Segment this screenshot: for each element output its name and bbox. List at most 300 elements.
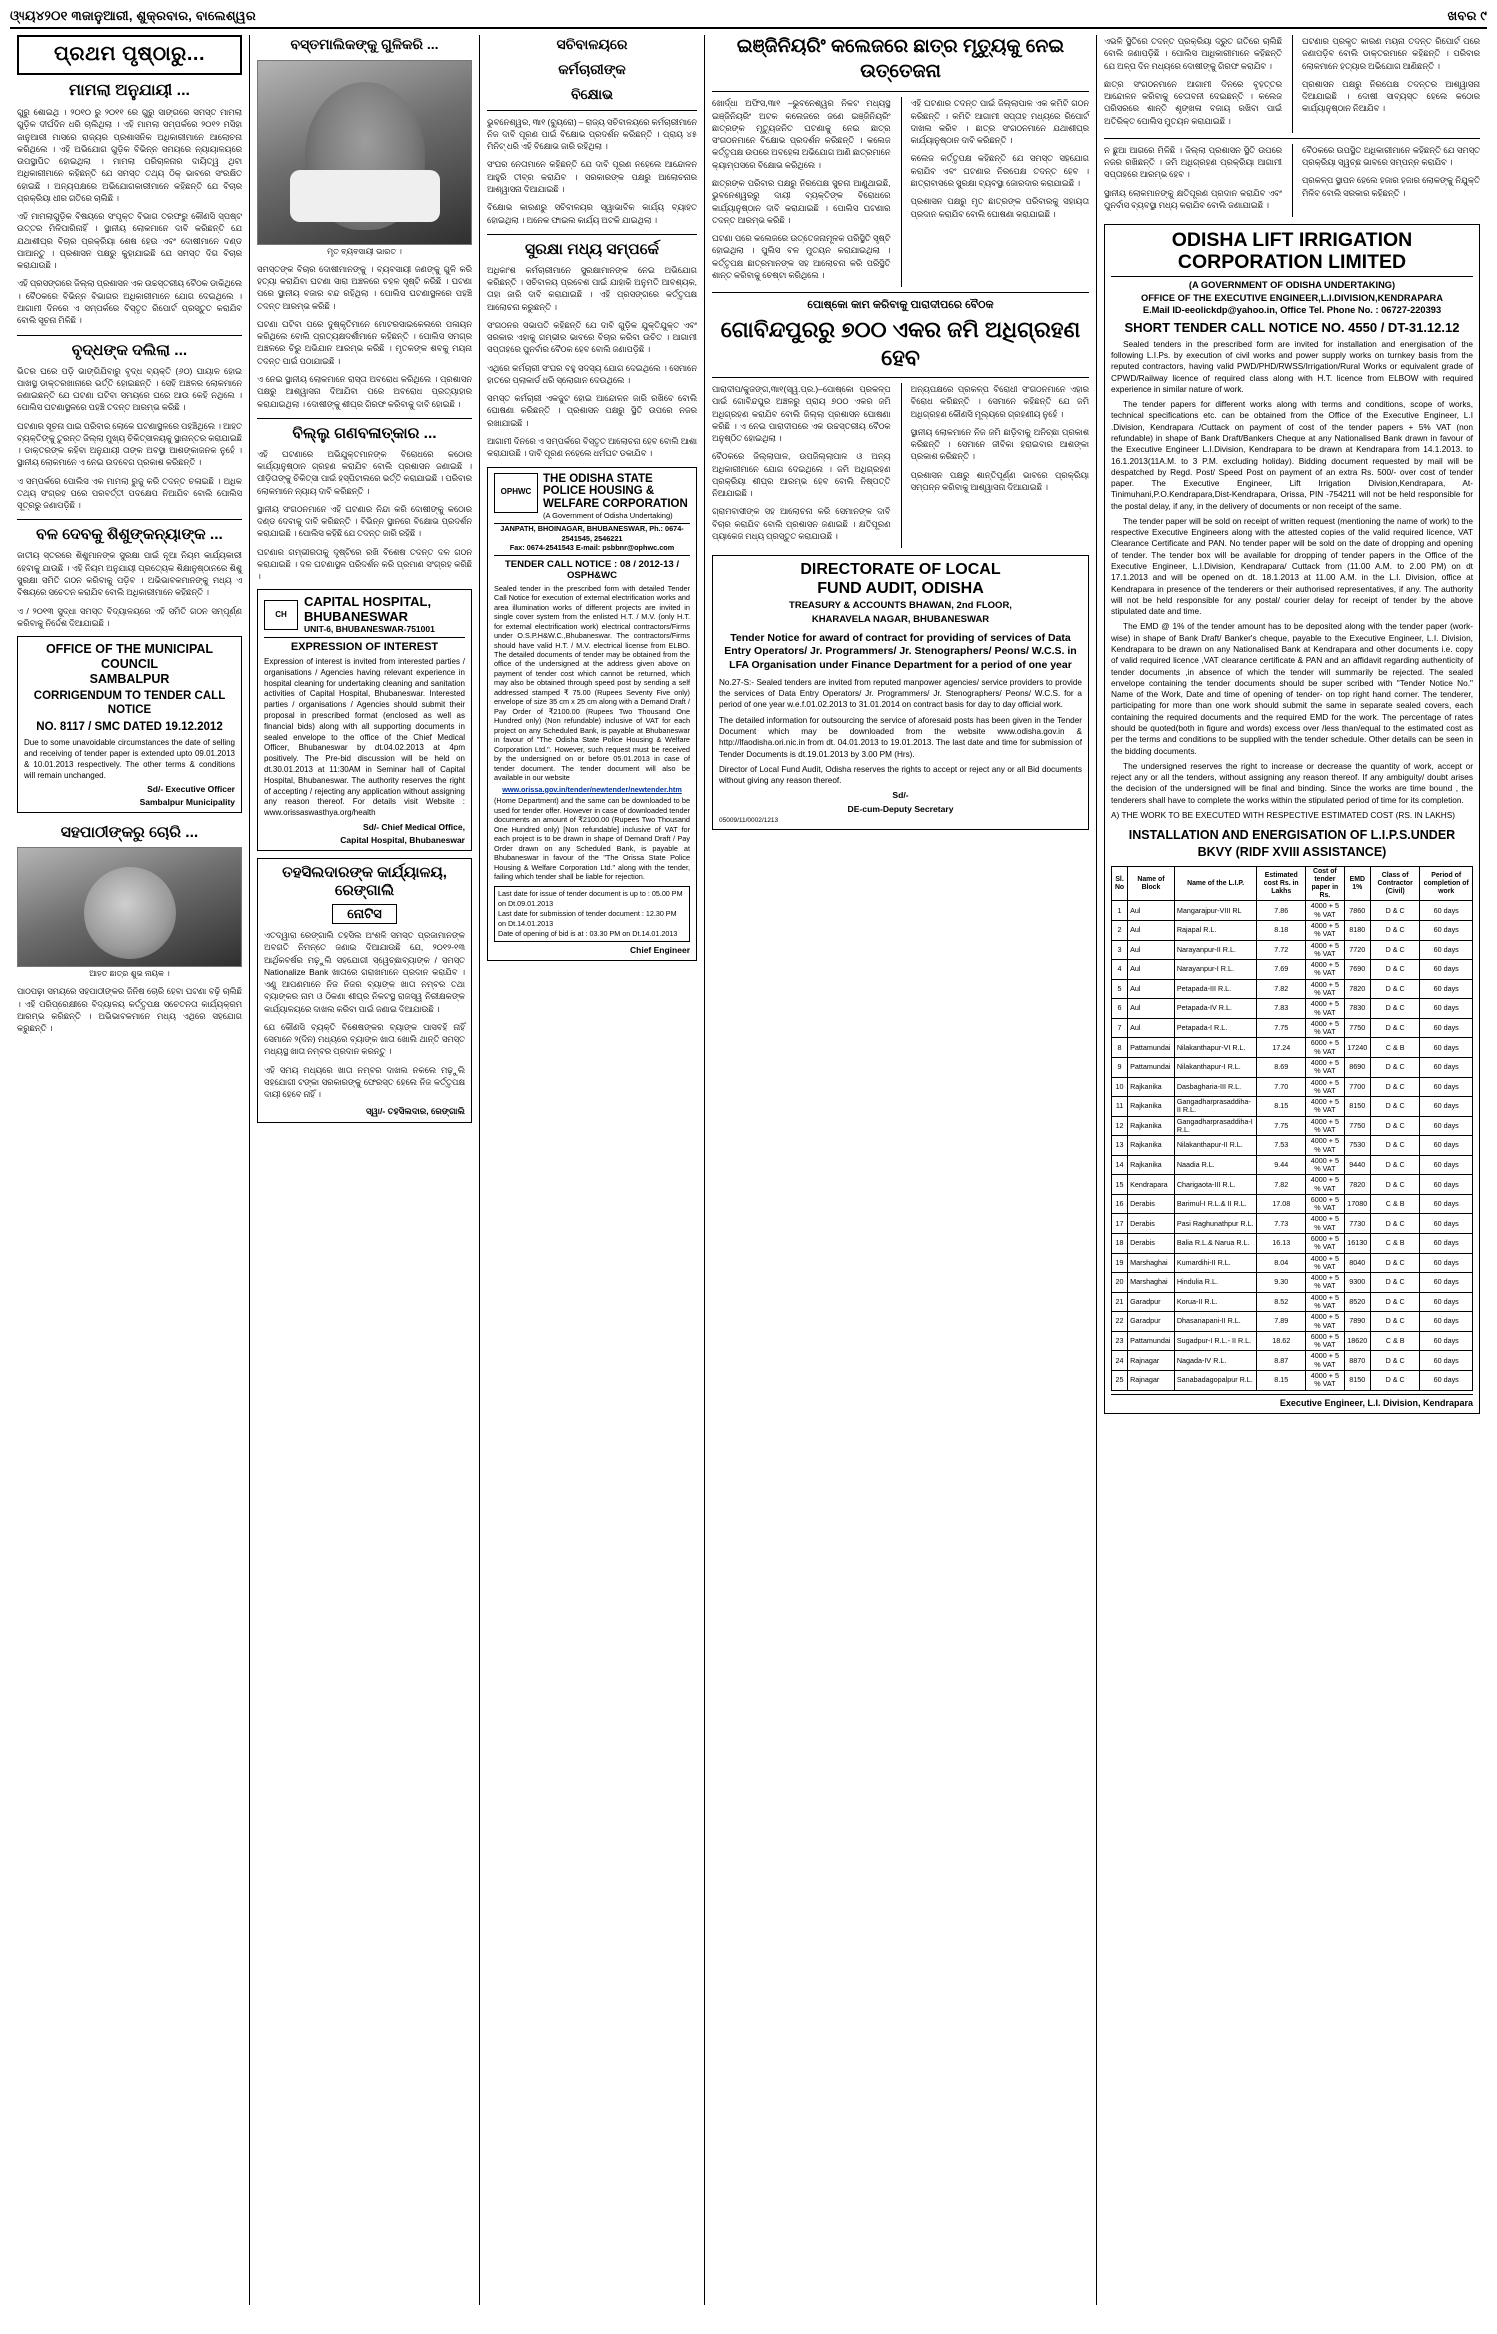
table-cell: 60 days	[1420, 1253, 1473, 1273]
table-cell: 60 days	[1420, 1292, 1473, 1312]
municipal-ad-sub-2: NO. 8117 / SMC DATED 19.12.2012	[36, 720, 223, 733]
ophwc-fax: Fax: 0674-2541543 E-mail: psbbnr@ophwc.com	[509, 543, 675, 553]
table-cell: 60 days	[1420, 1136, 1473, 1156]
col4-story2-headline: ଗୋବିନ୍ଦପୁରରୁ ୭୦୦ ଏକର ଜମି ଅଧିଗ୍ରହଣ ହେବ	[720, 317, 1081, 370]
table-cell: 7720	[1344, 940, 1370, 960]
col5-para-4: ପ୍ରଶାସନ ପକ୍ଷରୁ ନିରପେକ୍ଷ ତଦନ୍ତର ଆଶ୍ୱାସନା ଦିଆଯାଇଛି । ଦୋଷୀ ସାବ୍ୟସ୍ତ ହେଲେ କଠୋର କାର୍ଯ୍ୟାନୁଷ୍ଠାନ ନିଆଯିବ ।	[1302, 78, 1480, 114]
table-cell: Naadia R.L.	[1174, 1155, 1256, 1175]
table-cell: Kumardihi-II R.L.	[1174, 1253, 1256, 1273]
column-5	[1097, 35, 1482, 2305]
column-2	[250, 35, 480, 2305]
story1-para-3: ଏହି ପ୍ରସଙ୍ଗରେ ଜିଲ୍ଲା ପ୍ରଶାସନ ଏକ ଉଚ୍ଚସ୍ତରୀୟ ବୈଠକ ଡାକିଥିଲେ । ବୈଠକରେ ବିଭିନ୍ନ ବିଭାଗର ଅଧିକାରୀମାନେ ଯୋଗ ଦେଇଥିଲେ । ଆଗାମୀ ଦିନରେ ଏ ସମ୍ପର୍କରେ ବିସ୍ତୃତ ରିପୋର୍ଟ ପ୍ରସ୍ତୁତ କରାଯିବ ବୋଲି ସୂଚନା ମିଳିଛି ।	[17, 278, 242, 326]
table-row	[1112, 1370, 1473, 1390]
table-cell: 13	[1112, 1136, 1128, 1156]
table-cell: 7530	[1344, 1136, 1370, 1156]
col3-story2-para-1: ଅଧିକାଂଶ କର୍ମଚାରୀମାନେ ସୁରକ୍ଷାମାନଙ୍କ ନେଇ ଅଭିଯୋଗ କରିଛନ୍ତି । ସଚିବାଳୟ ପ୍ରବେଶ ପାଇଁ ଯାହାକି ଅନୁମତି ଆବଶ୍ୟକ, ତାହା ଜାରି ଦାବି କରାଯାଇଛି । ଏହି ପ୍ରସଙ୍ଗରେ କର୍ତ୍ତୃପକ୍ଷ ଆଲୋଚନା କରୁଛନ୍ତି ।	[487, 264, 697, 312]
olic-table-title-1: INSTALLATION AND ENERGISATION OF L.I.P.S.UNDER	[1128, 828, 1456, 843]
table-cell: D & C	[1370, 999, 1419, 1019]
municipal-ad-sign-1: Sd/- Executive Officer	[147, 784, 235, 795]
ophwc-title-3: WELFARE CORPORATION	[543, 498, 688, 511]
table-cell: 3	[1112, 940, 1128, 960]
table-cell: 60 days	[1420, 1116, 1473, 1136]
olic-lips-table	[1111, 866, 1473, 1391]
col4-story2-kicker: ପୋଷ୍କୋ କାମ କରିବାକୁ ପାରାଦୀପରେ ବୈଠକ	[807, 299, 994, 312]
hospital-ad-sign-1: Sd/- Chief Medical Office,	[362, 822, 465, 833]
table-cell: 7750	[1344, 1116, 1370, 1136]
table-row	[1112, 979, 1473, 999]
table-row	[1112, 1018, 1473, 1038]
olic-title: ODISHA LIFT IRRIGATION CORPORATION LIMITED	[1111, 230, 1473, 277]
table-cell: 60 days	[1420, 999, 1473, 1019]
table-cell: D & C	[1370, 921, 1419, 941]
col4-para-2: ଛାତ୍ରଙ୍କ ପରିବାର ପକ୍ଷରୁ ନିରପେକ୍ଷ ସୁଚନା ଆଣୁଥାଇଛି, ଭୁବନେଶ୍ୱରରୁ ଦାୟୀ ବ୍ୟକ୍ତିଙ୍କ ବିରୋଧରେ କାର୍ଯ୍ୟାନୁଷ୍ଠାନ ଦାବି କରାଯାଇଛି । ପୋଲିସ ଘଟଣାର ତଦନ୍ତ ଆରମ୍ଭ କରିଛି ।	[712, 177, 891, 225]
table-cell: 4000 + 5 % VAT	[1306, 960, 1344, 980]
ophwc-dates-box	[494, 886, 690, 942]
olic-table-title-2: BKVY (RIDF XVIII ASSISTANCE)	[1197, 845, 1387, 860]
table-cell: 2	[1112, 921, 1128, 941]
table-cell: 7890	[1344, 1312, 1370, 1332]
ophwc-title-1: THE ODISHA STATE	[543, 472, 653, 485]
table-cell: 18620	[1344, 1331, 1370, 1351]
table-cell: 17080	[1344, 1194, 1370, 1214]
table-cell: Aul	[1128, 940, 1175, 960]
story4-headline: ସହପାଠୀଙ୍କରୁ ଚୋରି ...	[60, 824, 199, 842]
municipal-council-ad	[17, 636, 242, 813]
col5-para-3: ଘଟଣାର ପ୍ରକୃତ କାରଣ ମୟନା ତଦନ୍ତ ରିପୋର୍ଟ ପରେ ଜଣାପଡ଼ିବ ବୋଲି ଡାକ୍ତରମାନେ କହିଛନ୍ତି । ପରିବାର ଲୋକମାନେ ହତ୍ୟାର ଅଭିଯୋଗ ଆଣିଛନ୍ତି ।	[1302, 36, 1480, 71]
table-cell: 6000 + 5 % VAT	[1306, 1194, 1344, 1214]
column-4	[705, 35, 1097, 2305]
col4-para-1: ଖୋର୍ଦ୍ଧା ଅଫିସ,୩ା୧ –ଭୁବନେଶ୍ୱର ନିକଟ ମଧ୍ୟସ୍ଥ ଇଞ୍ଜିନିୟରିଂ ଅଟକ କଲେଜରେ ଜଣେ ଇଞ୍ଜିନିୟରିଂ ଛାତ୍ରଙ୍କ ମୃତ୍ୟୁଜନିତ ଘଟଣାକୁ ନେଇ ଛାତ୍ର ସଂଗଠନମାନେ ବିକ୍ଷୋଭ ପ୍ରଦର୍ଶନ କରିଛନ୍ତି । କଲେଜ କର୍ତ୍ତୃପକ୍ଷ ଉପରେ ଅବହେଳା ଅଭିଯୋଗ ଆଣି ଛାତ୍ରମାନେ କ୍ୟାମ୍ପସରେ ବିକ୍ଷୋଭ କରିଥିଲେ ।	[712, 98, 891, 170]
col2-story2-headline: ବିଲ୍ଲୁ ଗଣବଳାତ୍କାର ...	[257, 418, 472, 443]
dla-body-3: Director of Local Fund Audit, Odisha reserves the rights to accept or reject any or all Bid documents without giving any reason thereof.	[719, 764, 1082, 786]
photo-subject	[84, 867, 176, 959]
table-cell: 7830	[1344, 999, 1370, 1019]
table-row	[1112, 1155, 1473, 1175]
table-cell: Nilakanthapur-VI R.L.	[1174, 1038, 1256, 1058]
ophwc-date-submission: Last date for submission of tender document : 12.30 PM on Dt.14.01.2013	[498, 908, 677, 928]
table-cell: 7700	[1344, 1077, 1370, 1097]
column-3	[480, 35, 705, 2305]
table-row	[1112, 1194, 1473, 1214]
table-cell: Dhasanapani-II R.L.	[1174, 1312, 1256, 1332]
tahsildar-office-title: ତହସିଲଦାରଙ୍କ କାର୍ଯ୍ୟାଳୟ, ରେଙ୍ଗାଲି	[282, 864, 447, 900]
table-cell: 6000 + 5 % VAT	[1306, 1331, 1344, 1351]
table-cell: Narayanpur-I R.L.	[1174, 960, 1256, 980]
ophwc-header	[494, 473, 690, 525]
table-cell: Sanabadagopalpur R.L.	[1174, 1370, 1256, 1390]
col2-para-2: ଘଟଣା ଘଟିବା ପରେ ଦୁଷ୍କୃତିମାନେ ମୋଟରସାଇକେଲରେ ପଳାୟନ କରିଥିଲେ ବୋଲି ପ୍ରତ୍ୟକ୍ଷଦର୍ଶୀମାନେ କହିଛନ୍ତି । ପୋଲିସ ସମଗ୍ର ଅଞ୍ଚଳରେ ଚିରୁ ଅଭିଯାନ ଆରମ୍ଭ କରିଛି । ମୃତକଙ୍କ ଶବକୁ ମୟନା ତଦନ୍ତ ପାଇଁ ପଠାଯାଇଛି ।	[257, 318, 472, 366]
story2-para-2: ଘଟଣାର ସୂଚନା ପାଇ ପରିବାର ଲୋକେ ଘଟଣାସ୍ଥଳରେ ପହଞ୍ଚିଥିଲେ । ଆହତ ବ୍ୟକ୍ତିଙ୍କୁ ତୁରନ୍ତ ଜିଲ୍ଲା ମୁଖ୍ୟ ଚିକିତ୍ସାଳୟକୁ ସ୍ଥାନାନ୍ତର କରାଯାଇଛି । ଡାକ୍ତରଙ୍କ କହିବା ଅନୁଯାୟୀ ତାଙ୍କ ଅବସ୍ଥା ଆଶଙ୍କାଜନକ ନୁହେଁ । ସ୍ଥାନୀୟ ଲୋକମାନେ ଏ ନେଇ ଉଦବେଗ ପ୍ରକାଶ କରିଛନ୍ତି ।	[17, 420, 242, 468]
table-cell: 7820	[1344, 1175, 1370, 1195]
table-cell: D & C	[1370, 1273, 1419, 1293]
table-cell: 60 days	[1420, 1057, 1473, 1077]
col2-photo-caption: ମୃତ ବ୍ୟବସାୟୀ ଭାରତ ।	[327, 246, 402, 256]
table-cell: 4000 + 5 % VAT	[1306, 901, 1344, 921]
story1-subhead: ମାମଲା ଅନୁଯାୟୀ ...	[69, 82, 190, 99]
table-cell: 16	[1112, 1194, 1128, 1214]
table-cell: D & C	[1370, 979, 1419, 999]
table-cell: 60 days	[1420, 1312, 1473, 1332]
table-row	[1112, 1331, 1473, 1351]
col3-para-2: ସଂଘର ନେତାମାନେ କହିଛନ୍ତି ଯେ ଦାବି ପୂରଣ ନହେଲେ ଆନ୍ଦୋଳନ ଆହୁରି ତୀବ୍ର କରାଯିବ । ସରକାରଙ୍କ ପକ୍ଷରୁ ଆଲୋଚନାର ଆଶ୍ୱାସନା ଦିଆଯାଇଛି ।	[487, 159, 697, 194]
dla-ad-code: 05009/11/0002/1213	[719, 817, 779, 825]
tahsildar-sign: ସ୍ୱା/- ତହସିଲଦାର, ରେଙ୍ଗାଲି	[365, 1106, 465, 1117]
table-cell: Nilakanthapur-I R.L.	[1174, 1057, 1256, 1077]
tahsildar-body-2: ଯେ କୌଣସି ବ୍ୟକ୍ତି ବିଶେଷଙ୍କର ବ୍ୟାଙ୍କ ପାସବହି ନାହିଁ ସେମାନେ ୨(ଦିନ) ମଧ୍ୟରେ ବ୍ୟାଙ୍କ ଖାତା ଖୋଲି ଥାନ୍ତି ସମସ୍ତ ମଧ୍ୟସ୍ଥ ଖାତା ନମ୍ବର ପ୍ରଦାନ କରନ୍ତୁ ।	[264, 1021, 465, 1057]
col5-s2-para-4: ପ୍ରକଳ୍ପ ସ୍ଥାପନ ହେଲେ ହଜାର ହଜାର ଲୋକଙ୍କୁ ନିଯୁକ୍ତି ମିଳିବ ବୋଲି ସରକାର କହିଛନ୍ତି ।	[1302, 175, 1480, 198]
table-cell: 60 days	[1420, 1351, 1473, 1371]
story4-photo-caption: ଆହତ ଛାତ୍ର ଶୁଭ ନାୟକ ।	[89, 969, 170, 979]
story2-para-1: ଭିତର ଘରେ ପଡ଼ି ଭାଙ୍ଗିଯିବାରୁ ବୃଦ୍ଧ ବ୍ୟକ୍ତି (୬୦) ଘାୟାଳ ହୋଇ ପାଖସ୍ଥ ଡାକ୍ତରଖାନାରେ ଭର୍ତ୍ତି ହୋଇଛନ୍ତି । ସେହି ଅଞ୍ଚଳର ଲୋକମାନେ ଜଣାଇଛନ୍ତି ଯେ ଘଟଣା ଘଟିବା ସମୟରେ ଘରେ ଆଉ କେହି ନଥିଲେ । ପୋଲିସ ଘଟଣାସ୍ଥଳରେ ପହଞ୍ଚି ତଦନ୍ତ ଆରମ୍ଭ କରିଛି ।	[17, 365, 242, 413]
municipal-ad-sub-1: CORRIGENDUM TO TENDER CALL NOTICE	[33, 690, 226, 717]
table-cell: 4000 + 5 % VAT	[1306, 1057, 1344, 1077]
table-cell: D & C	[1370, 1097, 1419, 1117]
table-cell: 60 days	[1420, 921, 1473, 941]
table-cell: Rajapal R.L.	[1174, 921, 1256, 941]
table-cell: C & B	[1370, 1194, 1419, 1214]
table-cell: Charigaota-III R.L.	[1174, 1175, 1256, 1195]
table-cell: 10	[1112, 1077, 1128, 1097]
col4-s2-para-2: ବୈଠକରେ ଜିଲ୍ଲାପାଳ, ଉପଜିଲ୍ଲାପାଳ ଓ ଅନ୍ୟ ଅଧିକାରୀମାନେ ଯୋଗ ଦେଇଥିଲେ । ଜମି ଅଧିଗ୍ରହଣ ପ୍ରକ୍ରିୟା ଶୀଘ୍ର ଆରମ୍ଭ ହେବ ବୋଲି ନିଷ୍ପତ୍ତି ନିଆଯାଇଛି ।	[712, 451, 891, 499]
table-cell: 60 days	[1420, 1175, 1473, 1195]
table-cell: 8180	[1344, 921, 1370, 941]
story4-photo	[17, 847, 242, 967]
table-cell: Aul	[1128, 999, 1175, 1019]
story1-para-2: ଏହି ମାମଲାଗୁଡ଼ିକ ବିଷୟରେ ସଂପୃକ୍ତ ବିଭାଗ ତରଫରୁ କୌଣସି ସ୍ପଷ୍ଟ ଉତ୍ତର ମିଳିପାରିନାହିଁ । ସ୍ଥାନୀୟ ଲୋକମାନେ ଦାବି କରିଛନ୍ତି ଯେ ଯଥାଶୀଘ୍ର ବିଚାର ପ୍ରକ୍ରିୟା ଶେଷ ହେଉ ଏବଂ ଦୋଷୀମାନେ ଦଣ୍ଡ ପାଆନ୍ତୁ । ପ୍ରଶାସନ ପକ୍ଷରୁ କୁହାଯାଇଛି ଯେ ସମସ୍ତ ଦିଗ ବିଚାର କରାଯାଉଛି ।	[17, 211, 242, 271]
ophwc-title-4: (A Government of Odisha Undertaking)	[543, 511, 673, 521]
divider	[712, 292, 1089, 293]
col2-story2-para-2: ସ୍ଥାନୀୟ ସଂଗଠନମାନେ ଏହି ଘଟଣାର ନିନ୍ଦା କରି ଦୋଷୀଙ୍କୁ କଠୋର ଦଣ୍ଡ ଦେବାକୁ ଦାବି କରିଛନ୍ତି । ବିଭିନ୍ନ ସ୍ଥାନରେ ବିକ୍ଷୋଭ ପ୍ରଦର୍ଶନ କରାଯାଇଛି । ପୋଲିସ କହିଛି ଯେ ତଦନ୍ତ ଜାରି ରହିଛି ।	[257, 503, 472, 539]
divider	[487, 110, 697, 111]
table-cell: 60 days	[1420, 979, 1473, 999]
table-cell: 8870	[1344, 1351, 1370, 1371]
table-cell: 4000 + 5 % VAT	[1306, 979, 1344, 999]
olic-para-3: The tender paper will be sold on receipt of written request (mentioning the name of work) to the respective Executive Engineers along with the attested copies of the valid required licence, VAT Clearance Certificate and PAN. No tender paper will be sold on the date of dropping and opening of tender. The tender box will be available for dropping of tender papers in the Office of the Executive Engineer, L.I.Division, Kendrapara/ Cuttack from (11.00 A.M. to 2.00 PM) on dt 17.1.2013 and will be opened on dt. 18.1.2013 at 11.00 A.M. in the L.I. Division, office at Kendrapara in presence of the tenderers or their authorised representatives, if any. The authority will not be held responsible for any postal/ courier delay for receipt of tender by the above stipulated date and time.	[1111, 515, 1473, 617]
table-cell: Sugadpur-I R.L.- II R.L.	[1174, 1331, 1256, 1351]
col2-para-1: ସମସ୍ତଙ୍କ ବିଚାର ଦୋଷୀମାନଙ୍କୁ । ବ୍ୟବସାୟୀ ଜଣଙ୍କୁ ଗୁଳି କରି ହତ୍ୟା କରାଯିବା ଘଟଣା ସାରା ଅଞ୍ଚଳରେ ଚହଳ ସୃଷ୍ଟି କରିଛି । ଘଟଣା ପରେ ସ୍ଥାନୀୟ ବଜାର ବନ୍ଦ ରହିଥିଲା । ପୋଲିସ ଘଟଣାସ୍ଥଳରେ ପହଞ୍ଚି ତଦନ୍ତ ଆରମ୍ଭ କରିଛି ।	[257, 263, 472, 311]
hospital-logo-icon: CH	[264, 600, 298, 630]
table-row	[1112, 960, 1473, 980]
table-row	[1112, 1253, 1473, 1273]
column-1	[10, 35, 250, 2305]
municipal-ad-title-2: SAMBALPUR	[89, 672, 170, 687]
table-cell: 60 days	[1420, 1097, 1473, 1117]
col3-story2-para-4: ସମସ୍ତ କର୍ମଚାରୀ ଏକଜୁଟ ହୋଇ ଆନ୍ଦୋଳନ ଜାରି ରଖିବେ ବୋଲି ଘୋଷଣା କରିଛନ୍ତି । ପ୍ରଶାସନ ପକ୍ଷରୁ ସ୍ଥିତି ଉପରେ ନଜର ରଖାଯାଇଛି ।	[487, 393, 697, 428]
table-cell: 60 days	[1420, 960, 1473, 980]
table-cell: Pattamundai	[1128, 1038, 1175, 1058]
col3-para-3: ବିକ୍ଷୋଭ କାରଣରୁ ସଚିବାଳୟର ସ୍ୱାଭାବିକ କାର୍ଯ୍ୟ ବ୍ୟାହତ ହୋଇଥିଲା । ଅନେକ ଫାଇଲ କାର୍ଯ୍ୟ ଅଟକି ଯାଇଥିଲା ।	[487, 202, 697, 225]
table-cell: Rajnagar	[1128, 1370, 1175, 1390]
table-cell: Balia R.L.& Narua R.L.	[1174, 1234, 1256, 1254]
table-row	[1112, 1273, 1473, 1293]
table-cell: D & C	[1370, 1292, 1419, 1312]
table-header-row	[1112, 866, 1473, 901]
table-cell: 7.53	[1257, 1136, 1306, 1156]
ophwc-tender-ad	[487, 467, 697, 961]
table-cell: 6	[1112, 999, 1128, 1019]
hospital-unit: UNIT-6, BHUBANESWAR-751001	[304, 624, 435, 635]
ophwc-title-2: POLICE HOUSING &	[543, 485, 655, 498]
table-cell: 8150	[1344, 1097, 1370, 1117]
table-cell: Narayanpur-II R.L.	[1174, 940, 1256, 960]
table-cell: D & C	[1370, 901, 1419, 921]
table-cell: 21	[1112, 1292, 1128, 1312]
table-row	[1112, 1292, 1473, 1312]
table-cell: Pattamundai	[1128, 1057, 1175, 1077]
table-cell: 4000 + 5 % VAT	[1306, 1097, 1344, 1117]
story2-para-3: ଏ ସମ୍ପର୍କରେ ପୋଲିସ ଏକ ମାମଲା ରୁଜୁ କରି ତଦନ୍ତ ଚଳାଇଛି । ଅଧିକ ତଥ୍ୟ ସଂଗ୍ରହ ପରେ ପରବର୍ତ୍ତୀ ପଦକ୍ଷେପ ନିଆଯିବ ବୋଲି ପୋଲିସ ସୂତ୍ରରୁ ଜଣାପଡ଼ିଛି ।	[17, 475, 242, 511]
dla-sign-1: Sd/-	[892, 790, 909, 801]
dla-sign-2: DE-cum-Deputy Secretary	[847, 804, 954, 815]
table-cell: 7.82	[1257, 979, 1306, 999]
col3-para-1: ଭୁବନେଶ୍ୱର, ୩ା୧ (ବ୍ୟୁରୋ) – ରାଜ୍ୟ ସଚିବାଳୟରେ କର୍ମଚାରୀମାନେ ନିଜ ଦାବି ପୂରଣ ପାଇଁ ବିକ୍ଷୋଭ ପ୍ରଦର୍ଶନ କରିଛନ୍ତି । ପ୍ରାୟ ୪୫ ମିନିଟ୍ ଧରି ଏହି ବିକ୍ଷୋଭ ଜାରି ରହିଥିଲା ।	[487, 116, 697, 152]
table-cell: 7750	[1344, 1018, 1370, 1038]
table-cell: 4000 + 5 % VAT	[1306, 1155, 1344, 1175]
story2-headline: ବୃଦ୍ଧଙ୍କ ଦଲିଲା ...	[17, 335, 242, 360]
story1-para-1: ଗୁରୁ ଶୋଇଥି । ୨୦୧୦ ରୁ ୨୦୧୧ ରେ ଗୁରୁ ସାଙ୍ଗରେ ସମସ୍ତ ମାମଲା ଗୁଡ଼ିକ ଦୀର୍ଘଦିନ ଧରି ଚାଲିଥିଲା । ଏହି ମାମଲା ସମ୍ପର୍କରେ ୨୦୧୨ ମସିହା ଜାନୁଆରୀ ମାସରେ ରାଜ୍ୟର ପ୍ରଶାସନିକ ଅଧିକାରୀମାନେ ଆଲୋଚନା କରିଥିଲେ । ଏହି ଅଭିଯୋଗ ଗୁଡ଼ିକ ବିଭିନ୍ନ ସମୟରେ ନ୍ୟାୟାଳୟରେ ଉପସ୍ଥାପିତ ହୋଇଥିଲା । ମାମଲା ପରିଚାଳନାର ଦାୟିତ୍ୱ ଥିବା ଅଧିକାରୀମାନେ କହିଛନ୍ତି ଯେ ସମସ୍ତ ତଥ୍ୟ ଠିକ୍ ଭାବରେ ସଂରକ୍ଷିତ ହୋଇଛି । ଅନ୍ୟପକ୍ଷରେ ଅଭିଯୋଗକାରୀମାନେ କହିଛନ୍ତି ଯେ ବିଚାର ପ୍ରକ୍ରିୟା ଧୀର ଗତିରେ ଚାଲିଛି ।	[17, 107, 242, 203]
table-cell: 11	[1112, 1097, 1128, 1117]
hospital-ad-title: EXPRESSION OF INTEREST	[290, 641, 439, 654]
col2-photo	[257, 60, 472, 245]
table-cell: 4000 + 5 % VAT	[1306, 1273, 1344, 1293]
dla-notice-heading: Tender Notice for award of contract for providing of services of Data Entry Operators/ Jr. Programmers/ Jr. Stenographers/ Peons/ W.C.S. in LFA Organisation under Finance Department for a period of one year	[724, 631, 1077, 672]
table-cell: 60 days	[1420, 1273, 1473, 1293]
col3-headline-3: ବିକ୍ଷୋଭ	[570, 85, 614, 102]
col5-para-1: ଏଭଳି ସ୍ଥିତିରେ ତଦନ୍ତ ପ୍ରକ୍ରିୟା ଦ୍ରୁତ ଗତିରେ ଚାଲିଛି ବୋଲି ଜଣାପଡ଼ିଛି । ପୋଲିସ ଆଧିକାରୀମାନେ କହିଛନ୍ତି ଯେ ଅଳ୍ପ ଦିନ ମଧ୍ୟରେ ଦୋଷୀଙ୍କୁ ଗିରଫ କରାଯିବ ।	[1104, 36, 1282, 71]
tahsildar-notice-ad	[257, 858, 472, 1123]
col4-para-6: ପ୍ରଶାସନ ପକ୍ଷରୁ ମୃତ ଛାତ୍ରଙ୍କ ପରିବାରକୁ ସହାୟତା ପ୍ରଦାନ କରାଯିବ ବୋଲି ଘୋଷଣା କରାଯାଇଛି ।	[910, 196, 1089, 219]
table-cell: 24	[1112, 1351, 1128, 1371]
table-cell: 9440	[1344, 1155, 1370, 1175]
table-cell: Kendrapara	[1128, 1175, 1175, 1195]
table-cell: D & C	[1370, 1136, 1419, 1156]
table-cell: Garadpur	[1128, 1292, 1175, 1312]
masthead-page-number: ଖବର ୯	[1447, 8, 1487, 23]
table-cell: 6000 + 5 % VAT	[1306, 1234, 1344, 1254]
col4-para-4: ଏହି ଘଟଣାର ତଦନ୍ତ ପାଇଁ ଜିଲ୍ଲାପାଳ ଏକ କମିଟି ଗଠନ କରିଛନ୍ତି । କମିଟି ଆଗାମୀ ସପ୍ତାହ ମଧ୍ୟରେ ରିପୋର୍ଟ ଦାଖଲ କରିବ । ଛାତ୍ର ସଂଗଠନମାନେ ଯଥାଶୀଘ୍ର କାର୍ଯ୍ୟାନୁଷ୍ଠାନ ଦାବି କରିଛନ୍ତି ।	[910, 98, 1089, 146]
table-row	[1112, 901, 1473, 921]
ophwc-tender-notice-no: TENDER CALL NOTICE : 08 / 2012-13 / OSPH&WC	[504, 558, 680, 581]
table-cell: 7.89	[1257, 1312, 1306, 1332]
table-cell: Aul	[1128, 901, 1175, 921]
municipal-ad-sign-2: Sambalpur Municipality	[139, 797, 235, 808]
hospital-ad-body: Expression of interest is invited from interested parties / organisations / Agencies having relevant experience in hospital cleaning for undertaking cleaning and sanitation activities of Capital Hospital, Bhubaneswar. Interested parties / organisations / Agencies should submit their proposal in prescribed format (enclosed as well as financial bids) along with all supporting documents in sealed envelope to the office of the Chief Medical Officer, Bhubaneswar by dt.04.02.2013 at 4pm positively. The Pre-bid discussion will be held on dt.30.01.2013 at 11:30AM in Seminar hall of Capital Hospital, Bhubaneswar. The authority reserves the right of accepting / rejecting any application without assigning any reason thereof. For details visit Website : www.orissaswasthya.org/health	[264, 657, 465, 818]
table-cell: Petapada-I R.L.	[1174, 1018, 1256, 1038]
table-cell: Barimul-I R.L.& II R.L.	[1174, 1194, 1256, 1214]
table-column-header: Name of the L.I.P.	[1174, 866, 1256, 901]
table-cell: 12	[1112, 1116, 1128, 1136]
dla-address-1: TREASURY & ACCOUNTS BHAWAN, 2nd FLOOR,	[789, 600, 1012, 612]
table-cell: 60 days	[1420, 940, 1473, 960]
tahsildar-body-3: ଏହି ସମୟ ମଧ୍ୟରେ ଖାତା ନମ୍ବର ଦାଖଲ ନକଲେ ମଢ଼ୁଲି ସହଯୋଗୀ ଟଙ୍କା ସରକାରଙ୍କୁ ଫେରସ୍ତ ହେଲେ ନିଜ କର୍ତ୍ତୃପକ୍ଷ ଦାୟୀ ହେବେ ନାହିଁ ।	[264, 1064, 465, 1100]
table-cell: 7.73	[1257, 1214, 1306, 1234]
table-row	[1112, 1057, 1473, 1077]
table-column-header: Cost of tender paper in Rs.	[1306, 866, 1344, 901]
table-cell: Aul	[1128, 1018, 1175, 1038]
table-cell: Mangarajpur-VIII RL	[1174, 901, 1256, 921]
ophwc-body-1: Sealed tender in the prescribed form with detailed Tender Call Notice for execution of external electrification works and area illumination works of different projects are invited in single cover system from the enlisted H.T. / M.V. (only H.T. for external electrification work) electrical contractors/Firms under O.S.P.H&W.C.,Bhubaneswar. The contractors/Firms should have valid H.T. / M.V. electrical license from ELBO. The detailed documents of tender may be obtained from the office of the undersigned at the address given above on payment of tender cost which cannot be returned, which may also be obtained through speed post by sending a self addressed stamped ₹ 75.00 (Rupees Seventy Five only) envelope of size 35 cm x 25 cm along with a Demand Draft / Pay Order of ₹2100.00 (Rupees Two Thousand One Hundred only) (Non refundable) inclusive of VAT for each project on any Scheduled Bank, is payable at Bhubaneswar in favour of "The Odisha State Police Housing & Welfare Corporation Ltd.". However, such request must be received by the undersigned on or before 05.01.2013 in case of tender document. The tender document will also be available in our website	[494, 583, 690, 783]
story3-para-2: ଏ / ୨୦୧୩ ସୁଦ୍ଧା ସମସ୍ତ ବିଦ୍ୟାଳୟରେ ଏହି ସମିତି ଗଠନ ସମ୍ପୂର୍ଣ୍ଣ କରିବାକୁ ନିର୍ଦ୍ଦେଶ ଦିଆଯାଇଛି ।	[17, 605, 242, 628]
table-row	[1112, 940, 1473, 960]
table-column-header: EMD 1%	[1344, 866, 1370, 901]
jump-headline: ପ୍ରଥମ ପୃଷ୍ଠାରୁ...	[17, 35, 242, 75]
table-cell: D & C	[1370, 1155, 1419, 1175]
table-row	[1112, 1175, 1473, 1195]
table-cell: 8.18	[1257, 921, 1306, 941]
col4-s2-para-3: ଗ୍ରାମବାସୀଙ୍କ ସହ ଆଲୋଚନା କରି ସେମାନଙ୍କ ଦାବି ବିଚାର କରାଯିବ ବୋଲି ପ୍ରଶାସନ ଜଣାଇଛି । କ୍ଷତିପୂରଣ ପ୍ୟାକେଜ ମଧ୍ୟ ପ୍ରସ୍ତୁତ କରାଯାଉଛି ।	[712, 506, 891, 542]
col4-s2-para-4: ଅନ୍ୟପକ୍ଷରେ ପ୍ରକଳ୍ପ ବିରୋଧୀ ସଂଗଠନମାନେ ଏହାର ବିରୋଧ କରିଛନ୍ତି । ସେମାନେ କହିଛନ୍ତି ଯେ ଜମି ଅଧିଗ୍ରହଣ କୌଣସି ମୂଲ୍ୟରେ ଗ୍ରହଣୀୟ ନୁହେଁ ।	[910, 384, 1089, 419]
table-cell: D & C	[1370, 1351, 1419, 1371]
col3-story2-para-3: ଏଥିରେ କର୍ମଚାରୀ ସଂଘର ବହୁ ସଦସ୍ୟ ଯୋଗ ଦେଇଥିଲେ । ସେମାନେ ହାତରେ ପ୍ଲାକାର୍ଡ ଧରି ସ୍ଲୋଗାନ ଦେଉଥିଲେ ।	[487, 362, 697, 385]
table-cell: 7.69	[1257, 960, 1306, 980]
table-cell: 1	[1112, 901, 1128, 921]
table-cell: Dasbagharia-III R.L.	[1174, 1077, 1256, 1097]
table-cell: 4000 + 5 % VAT	[1306, 1175, 1344, 1195]
table-cell: 4000 + 5 % VAT	[1306, 1018, 1344, 1038]
dla-body-2: The detailed information for outsourcing the service of aforesaid posts has been given in the Tender Document which may be downloaded from the website www.odisha.gov.in & http://lfaodisha.ori.nic.in from dt. 04.01.2013 to 19.01.2013. The last date and time for submission of Tender Documents is dt.19.01.2013 by 3.00 PM (Hrs).	[719, 715, 1082, 759]
hospital-ad-sign-2: Capital Hospital, Bhubaneswar	[340, 835, 465, 846]
olic-footer-sign: Executive Engineer, L.I. Division, Kendrapara	[1111, 1394, 1473, 1408]
table-cell: C & B	[1370, 1234, 1419, 1254]
table-cell: Nagada-IV R.L.	[1174, 1351, 1256, 1371]
table-cell: Rajnagar	[1128, 1351, 1175, 1371]
table-cell: Gangadharprasaddiha-I R.L.	[1174, 1116, 1256, 1136]
capital-hospital-header	[264, 595, 465, 638]
table-cell: 25	[1112, 1370, 1128, 1390]
table-cell: D & C	[1370, 1175, 1419, 1195]
table-cell: 9300	[1344, 1273, 1370, 1293]
table-cell: 17240	[1344, 1038, 1370, 1058]
col4-s2-para-6: ପ୍ରଶାସନ ପକ୍ଷରୁ ଶାନ୍ତିପୂର୍ଣ୍ଣ ଭାବରେ ପ୍ରକ୍ରିୟା ସମ୍ପନ୍ନ କରିବାକୁ ଆଶ୍ୱାସନା ଦିଆଯାଇଛି ।	[910, 469, 1089, 492]
table-cell: Derabis	[1128, 1214, 1175, 1234]
table-row	[1112, 1312, 1473, 1332]
table-cell: 60 days	[1420, 1234, 1473, 1254]
table-cell: 60 days	[1420, 1331, 1473, 1351]
table-cell: 4000 + 5 % VAT	[1306, 1253, 1344, 1273]
tahsildar-body-1: ଏତଦ୍ୱାରା ରେଙ୍ଗାଲି ତହସିଲ ଅଂଶଳି ସମସ୍ତ ପ୍ରଜାମାନଙ୍କ ଅବଗତି ନିମନ୍ତେ ଜଣାଇ ଦିଆଯାଉଛି ଯେ, ୨୦୧୨-୧୩ ଆର୍ଥିକବର୍ଷର ମଢ଼ୁଲି ସହଯୋଗୀ ସ୍ୱେଚ୍ଛାବ୍ୟାଙ୍କ / ସମସ୍ତ Nationalize Bank ଖାତାରେ ଗରାଖମାନେ ପ୍ରଦାନ କରାଯିବ । ଏଣୁ ଆପଣମାନେ ନିଜ ନିଜର ବ୍ୟାଙ୍କ ଖାତା ନମ୍ବର ତଥା ବ୍ୟାଙ୍କର ନାମ ଓ ଠିକଣା ଶୀଘ୍ର ନିକଟସ୍ଥ ରାଜସ୍ୱ ନିରୀକ୍ଷକଙ୍କ କାର୍ଯ୍ୟାଳୟରେ ଦାଖଲ କରିବା ପାଇଁ ଜଣାଇ ଦିଆଯାଉଛି ।	[264, 930, 465, 1014]
table-column-header: Sl. No	[1112, 866, 1128, 901]
table-cell: Pattamundai	[1128, 1331, 1175, 1351]
table-row	[1112, 1097, 1473, 1117]
table-cell: 8150	[1344, 1370, 1370, 1390]
table-cell: 8.15	[1257, 1097, 1306, 1117]
table-row	[1112, 999, 1473, 1019]
divider	[712, 91, 1089, 92]
table-cell: 4000 + 5 % VAT	[1306, 1312, 1344, 1332]
dla-address-2: KHARAVELA NAGAR, BHUBANESWAR	[811, 614, 990, 626]
table-row	[1112, 1136, 1473, 1156]
story3-para-1: ଜାତୀୟ ସ୍ତରରେ ଶିଶୁମାନଙ୍କ ସୁରକ୍ଷା ପାଇଁ ନୂଆ ନିୟମ କାର୍ଯ୍ୟକାରୀ ହେବାକୁ ଯାଉଛି । ଏହି ନିୟମ ଅନୁଯାୟୀ ପ୍ରତ୍ୟେକ ଶିକ୍ଷାନୁଷ୍ଠାନରେ ଶିଶୁ ସୁରକ୍ଷା ସମିତି ଗଠନ କରିବାକୁ ପଡ଼ିବ । ଅଭିଭାବକମାନଙ୍କୁ ମଧ୍ୟ ଏ ବିଷୟରେ ସଚେତନ କରାଯିବ ବୋଲି ଅଧିକାରୀମାନେ କହିଛନ୍ତି ।	[17, 550, 242, 598]
col3-story2-headline: ସୁରକ୍ଷା ମଧ୍ୟ ସମ୍ପର୍କେ	[487, 234, 697, 259]
table-cell: 7860	[1344, 901, 1370, 921]
table-cell: 8690	[1344, 1057, 1370, 1077]
table-row	[1112, 1116, 1473, 1136]
hospital-name: CAPITAL HOSPITAL, BHUBANESWAR	[304, 594, 432, 624]
table-cell: 8.69	[1257, 1057, 1306, 1077]
table-cell: D & C	[1370, 1253, 1419, 1273]
table-cell: Korua-II R.L.	[1174, 1292, 1256, 1312]
olic-para-6: A) THE WORK TO BE EXECUTED WITH RESPECTIVE ESTIMATED COST (RS. IN LAKHS)	[1111, 809, 1456, 820]
table-cell: 7.75	[1257, 1116, 1306, 1136]
divider	[712, 377, 1089, 378]
notice-label: ନୋଟିସ	[332, 904, 396, 924]
table-cell: 4000 + 5 % VAT	[1306, 940, 1344, 960]
table-cell: 4000 + 5 % VAT	[1306, 1292, 1344, 1312]
table-cell: 7690	[1344, 960, 1370, 980]
dla-title-1: DIRECTORATE OF LOCAL	[800, 561, 1001, 579]
col5-s2-para-2: ସ୍ଥାନୀୟ ଲୋକମାନଙ୍କୁ କ୍ଷତିପୂରଣ ପ୍ରଦାନ କରାଯିବ ଏବଂ ପୁନର୍ବାସ ବ୍ୟବସ୍ଥା ମଧ୍ୟ କରାଯିବ ବୋଲି ଜଣାଯାଇଛି ।	[1104, 187, 1282, 210]
table-cell: 4000 + 5 % VAT	[1306, 999, 1344, 1019]
table-cell: 7730	[1344, 1214, 1370, 1234]
table-row	[1112, 921, 1473, 941]
olic-line-3: E.Mail ID-eeolickdp@yahoo.in, Office Tel. Phone No. : 06727-220393	[1142, 305, 1442, 316]
page-columns	[10, 35, 1487, 2305]
ophwc-date-opening: Date of opening of bid is at : 03.30 PM on Dt.14.01.2013	[498, 928, 678, 938]
masthead	[10, 8, 1487, 29]
table-cell: 60 days	[1420, 1370, 1473, 1390]
table-cell: 8.87	[1257, 1351, 1306, 1371]
col3-headline-1: ସଚିବାଳୟରେ	[556, 36, 628, 52]
table-cell: C & B	[1370, 1331, 1419, 1351]
table-cell: 17.24	[1257, 1038, 1306, 1058]
dla-title-2: FUND AUDIT, ODISHA	[817, 579, 984, 597]
table-column-header: Name of Block	[1128, 866, 1175, 901]
table-cell: 15	[1112, 1175, 1128, 1195]
olic-para-1: Sealed tenders in the prescribed form are invited for installation and energisation of the following L.I.Ps. by execution of civil works and power supply works on turnkey basis from the reputed contractors, having valid PWD/PHD/RWSS/Irrigation/Rural Works or equivalent grade of CPWD/Railway licence of required class along with H.T. licence from ELBOW with required experience in similar nature of work.	[1111, 338, 1473, 394]
col3-story2-para-2: ସଂଗଠନର ସଭାପତି କହିଛନ୍ତି ଯେ ଦାବି ଗୁଡ଼ିକ ଯୁକ୍ତିଯୁକ୍ତ ଏବଂ ସରକାର ଏହାକୁ ଗମ୍ଭୀର ଭାବରେ ବିଚାର କରିବା ଉଚିତ । ଆଗାମୀ ସପ୍ତାହରେ ପୁନର୍ବାର ବୈଠକ ହେବ ବୋଲି ଜଣାପଡ଼ିଛି ।	[487, 319, 697, 355]
table-cell: 9.44	[1257, 1155, 1306, 1175]
ophwc-website-link[interactable]: www.orissa.gov.in/tender/newtender/newtender.htm	[502, 784, 682, 794]
table-cell: 4000 + 5 % VAT	[1306, 921, 1344, 941]
table-cell: 8040	[1344, 1253, 1370, 1273]
table-cell: Rajkanika	[1128, 1116, 1175, 1136]
col5-s2-para-1: ନ ଛୁଆ ଆଗରେ ମିଳିଛି । ଜିଲ୍ଲା ପ୍ରଶାସନ ସ୍ଥିତି ଉପରେ ନଜର ରଖିଛନ୍ତି । ଜମି ଅଧିଗ୍ରହଣ ପ୍ରକ୍ରିୟା ଆଗାମୀ ସପ୍ତାହରେ ଆରମ୍ଭ ହେବ ।	[1104, 144, 1282, 180]
story4-para-1: ପାଠପଢ଼ା ସମୟରେ ସହପାଠୀଙ୍କର ଜିନିଷ ଚୋରି ହେବା ଘଟଣା ବଢ଼ି ଚାଲିଛି । ଏହି ପରିପ୍ରେକ୍ଷୀରେ ବିଦ୍ୟାଳୟ କର୍ତ୍ତୃପକ୍ଷ ସଚେତନତା କାର୍ଯ୍ୟକ୍ରମ ଆରମ୍ଭ କରିଛନ୍ତି । ଅଭିଭାବକମାନେ ମଧ୍ୟ ଏଥିରେ ସହଯୋଗ କରୁଛନ୍ତି ।	[17, 986, 242, 1034]
table-row	[1112, 1214, 1473, 1234]
table-cell: D & C	[1370, 960, 1419, 980]
table-cell: D & C	[1370, 940, 1419, 960]
table-cell: 8520	[1344, 1292, 1370, 1312]
table-cell: D & C	[1370, 1057, 1419, 1077]
table-cell: 60 days	[1420, 1077, 1473, 1097]
table-cell: Petapada-IV R.L.	[1174, 999, 1256, 1019]
table-cell: 4000 + 5 % VAT	[1306, 1370, 1344, 1390]
table-cell: 9.30	[1257, 1273, 1306, 1293]
col4-para-5: କଲେଜ କର୍ତ୍ତୃପକ୍ଷ କହିଛନ୍ତି ଯେ ସମସ୍ତ ସହଯୋଗ କରାଯିବ ଏବଂ ଘଟଣାର ନିରପେକ୍ଷ ତଦନ୍ତ ହେବ । ଛାତ୍ରାବାସରେ ସୁରକ୍ଷା ବ୍ୟବସ୍ଥା ଜୋରଦାର କରାଯାଇଛି ।	[910, 153, 1089, 188]
table-cell: 7.83	[1257, 999, 1306, 1019]
table-cell: 9	[1112, 1057, 1128, 1077]
capital-hospital-ad	[257, 589, 472, 851]
table-cell: 8.52	[1257, 1292, 1306, 1312]
table-cell: 7.75	[1257, 1018, 1306, 1038]
table-row	[1112, 1077, 1473, 1097]
table-cell: Marshaghai	[1128, 1273, 1175, 1293]
col4-s2-para-5: ସ୍ଥାନୀୟ ଲୋକମାନେ ନିଜ ଜମି ଛାଡ଼ିବାକୁ ଅନିଚ୍ଛା ପ୍ରକାଶ କରିଛନ୍ତି । ସେମାନେ ଜୀବିକା ହରାଇବାର ଆଶଙ୍କା ପ୍ରକାଶ କରିଛନ୍ତି ।	[910, 426, 1089, 462]
table-cell: D & C	[1370, 1116, 1419, 1136]
table-cell: 5	[1112, 979, 1128, 999]
olic-tender-ad	[1104, 224, 1480, 1413]
table-cell: Garadpur	[1128, 1312, 1175, 1332]
table-cell: 22	[1112, 1312, 1128, 1332]
municipal-ad-body: Due to some unavoidable circumstances the date of selling and receiving of tender paper is extended upto 09.01.2013 & 10.01.2013 respectively. The other terms & conditions will remain unchanged.	[24, 738, 235, 780]
table-cell: D & C	[1370, 1018, 1419, 1038]
ophwc-sign: Chief Engineer	[630, 945, 690, 955]
table-cell: 60 days	[1420, 1155, 1473, 1175]
table-cell: Petapada-III R.L.	[1174, 979, 1256, 999]
table-cell: 4000 + 5 % VAT	[1306, 1116, 1344, 1136]
table-cell: 6000 + 5 % VAT	[1306, 1038, 1344, 1058]
table-cell: Gangadharprasaddiha-II R.L.	[1174, 1097, 1256, 1117]
